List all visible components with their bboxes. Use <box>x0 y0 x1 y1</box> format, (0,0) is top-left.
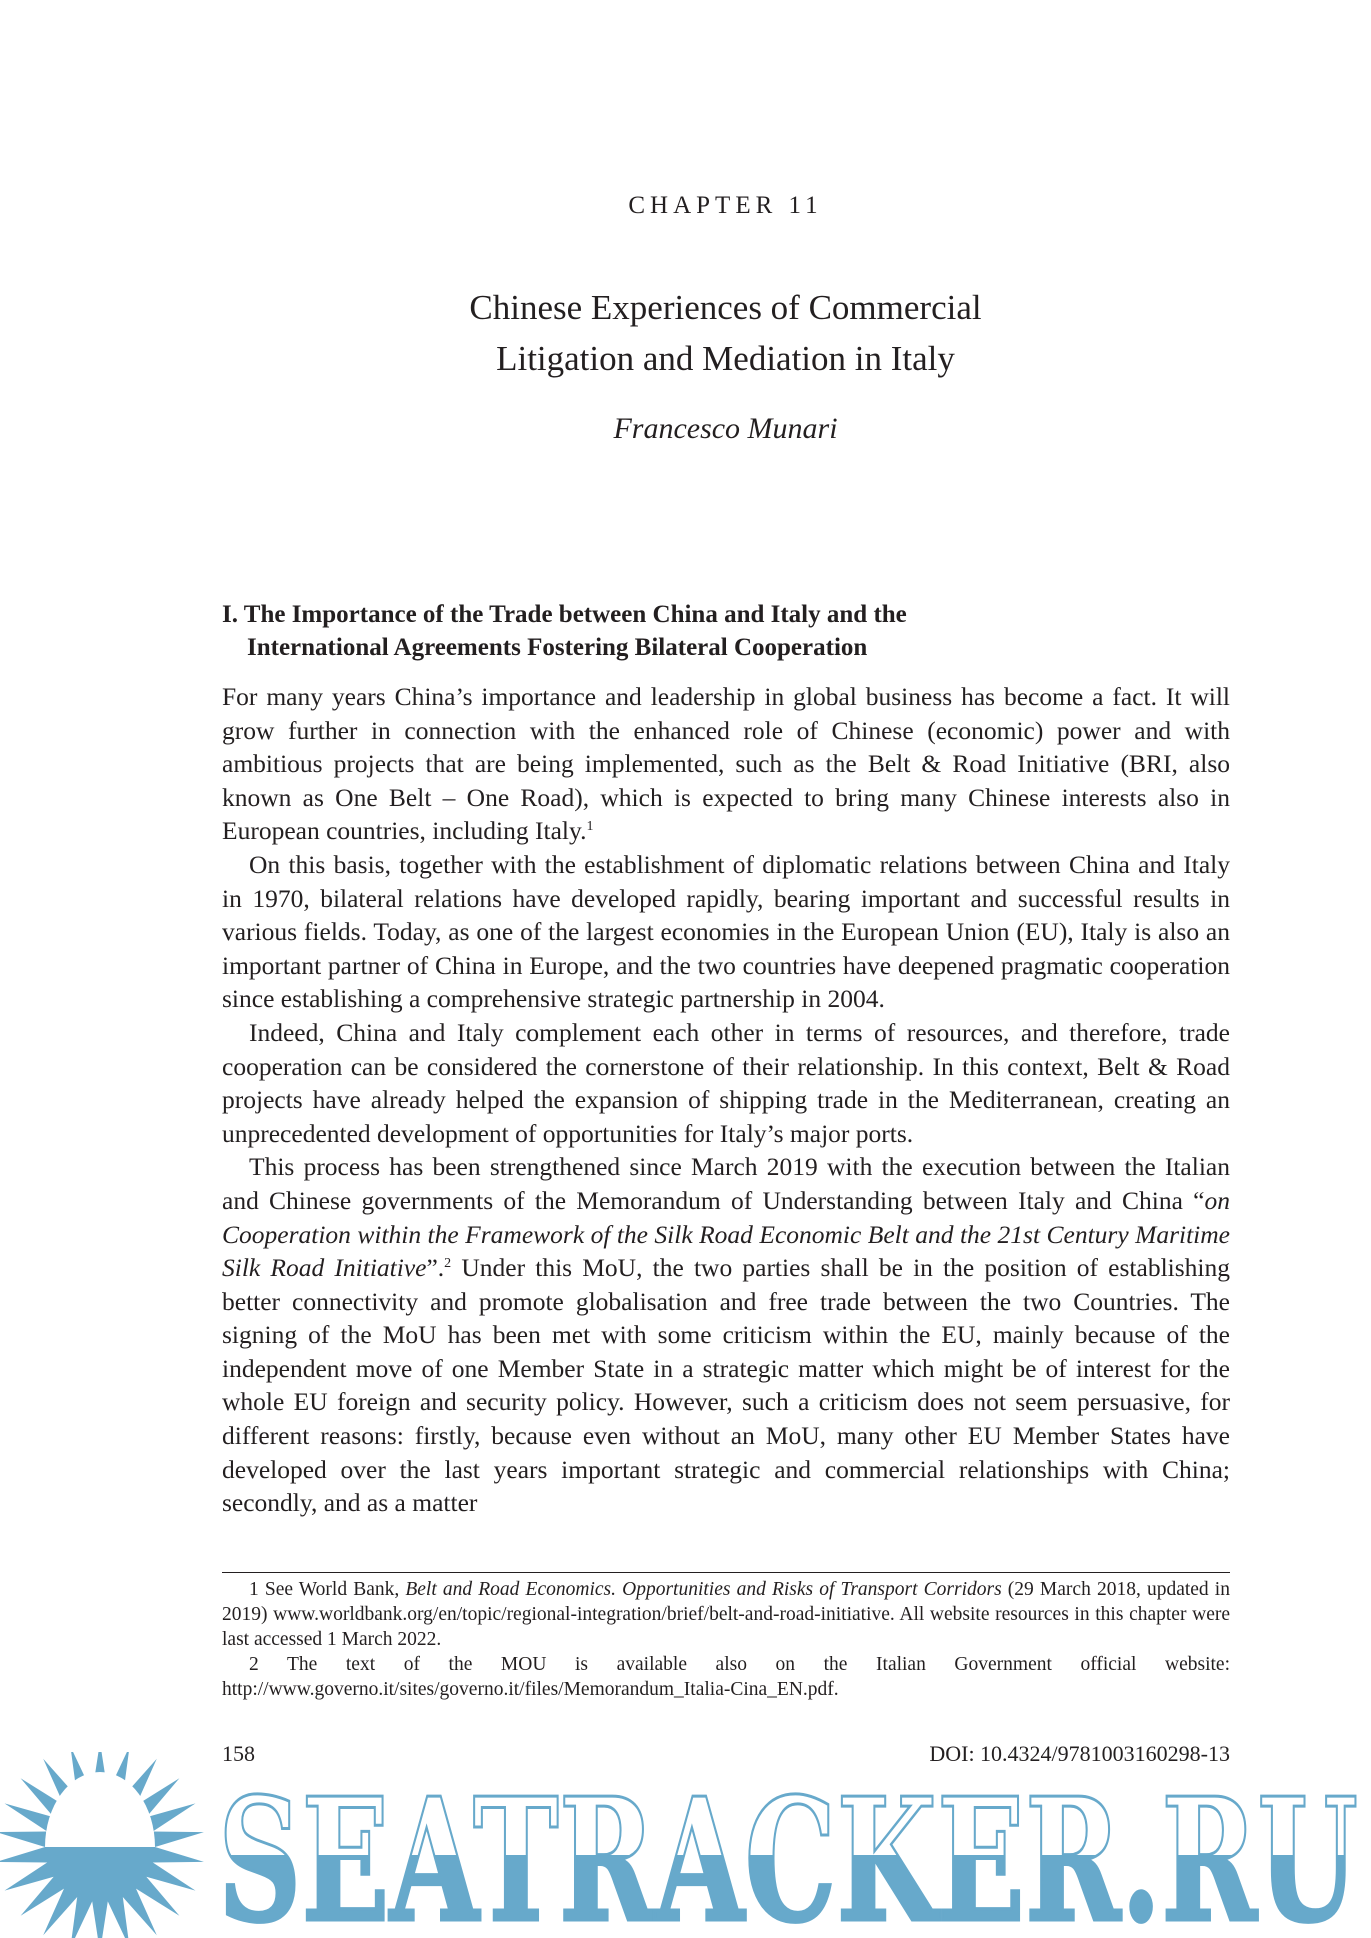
footnote-number: 2 <box>249 1654 259 1675</box>
page-number: 158 <box>222 1741 255 1766</box>
footnote-1 <box>222 1577 1230 1652</box>
paragraph-text: For many years China’s importance and leadership in global business has become a fact. It will grow further in connection with the enhanced role of Chinese (economic) power and with ambitious projects that are being implemented, such as the Belt & Road Initiative (BRI, also known as One Belt – One Road), which is expected to bring many Chinese interests also in European countries, including Italy. <box>222 682 1230 846</box>
body-text <box>222 680 1230 1520</box>
paragraph: On this basis, together with the establishment of diplomatic relations between China and Italy in 1970, bilateral relations have developed rapidly, bearing important and successful results in various fields. Today, as one of the largest economies in the European Union (EU), Italy is also an important partner of China in Europe, and the two countries have deepened pragmatic cooperation since establishing a comprehensive strategic partnership in 2004. <box>222 849 1230 1014</box>
paragraph <box>222 680 1230 848</box>
paragraph <box>222 1150 1230 1520</box>
heading-line-2: International Agreements Fostering Bilateral Cooperation <box>247 634 868 661</box>
footnote-text: (29 March 2018, updated in 2019) www.worldbank.org/en/topic/regional-integration/brief/belt-and-road-initiative. All website resources in this chapter were last accessed 1 March 2022. <box>222 1579 1230 1650</box>
doi: DOI: 10.4324/9781003160298-13 <box>929 1741 1230 1766</box>
footnote-ref: 2 <box>444 1256 452 1272</box>
footnote-title: Belt and Road Economics. Opportunities and Risks of Transport Corridors <box>405 1579 1002 1600</box>
footnote-text: See World Bank, <box>258 1579 406 1600</box>
author: Francesco Munari <box>613 412 838 445</box>
heading-line-1: I. The Importance of the Trade between China and Italy and the <box>222 601 907 628</box>
title-line-2: Litigation and Mediation in Italy <box>496 339 955 378</box>
footnotes <box>222 1577 1230 1702</box>
footnote-2 <box>222 1652 1230 1702</box>
title-line-1: Chinese Experiences of Commercial <box>469 288 982 327</box>
footnote-text: The text of the MOU is available also on the Italian Government official website: http://www.governo.it/sites/governo.it/files/Memorandum_Italia-Cina_EN.pdf. <box>222 1654 1230 1700</box>
chapter-title <box>0 282 1371 384</box>
sun-icon <box>0 1752 204 1938</box>
paragraph-text: ”. <box>426 1253 445 1283</box>
mou-title: on Cooperation within the Framework of the Silk Road Economic Belt and the 21st Century Maritime Silk Road Initiative <box>222 1185 1230 1283</box>
watermark-logo <box>0 1752 1371 1938</box>
footnote-number: 1 <box>249 1579 259 1600</box>
paragraph: Indeed, China and Italy complement each other in terms of resources, and therefore, trade cooperation can be considered the cornerstone of their relationship. In this context, Belt & Road projects have already helped the expansion of shipping trade in the Mediterranean, creating an unprecedented development of opportunities for Italy’s major ports. <box>222 1017 1230 1148</box>
paragraph-text: Under this MoU, the two parties shall be in the position of establishing better connectivity and promote globalisation and free trade between the two Countries. The signing of the MoU has been met with some criticism within the EU, mainly because of the independent move of one Member State in a strategic matter which might be of interest for the whole EU foreign and security policy. However, such a criticism does not seem persuasive, for different reasons: firstly, because even without an MoU, many other EU Member States have developed over the last years important strategic and commercial relationships with China; secondly, and as a matter <box>222 1253 1230 1518</box>
watermark-text: SEATRACKER.RU <box>218 1761 1358 1938</box>
paragraph-text: This process has been strengthened since March 2019 with the execution between the Italian and Chinese governments of the Memorandum of Understanding between Italy and China “ <box>222 1152 1230 1215</box>
section-heading <box>222 598 1230 664</box>
chapter-label: CHAPTER 11 <box>628 192 823 219</box>
footnote-ref: 1 <box>586 819 594 835</box>
footnote-divider <box>222 1572 1230 1573</box>
